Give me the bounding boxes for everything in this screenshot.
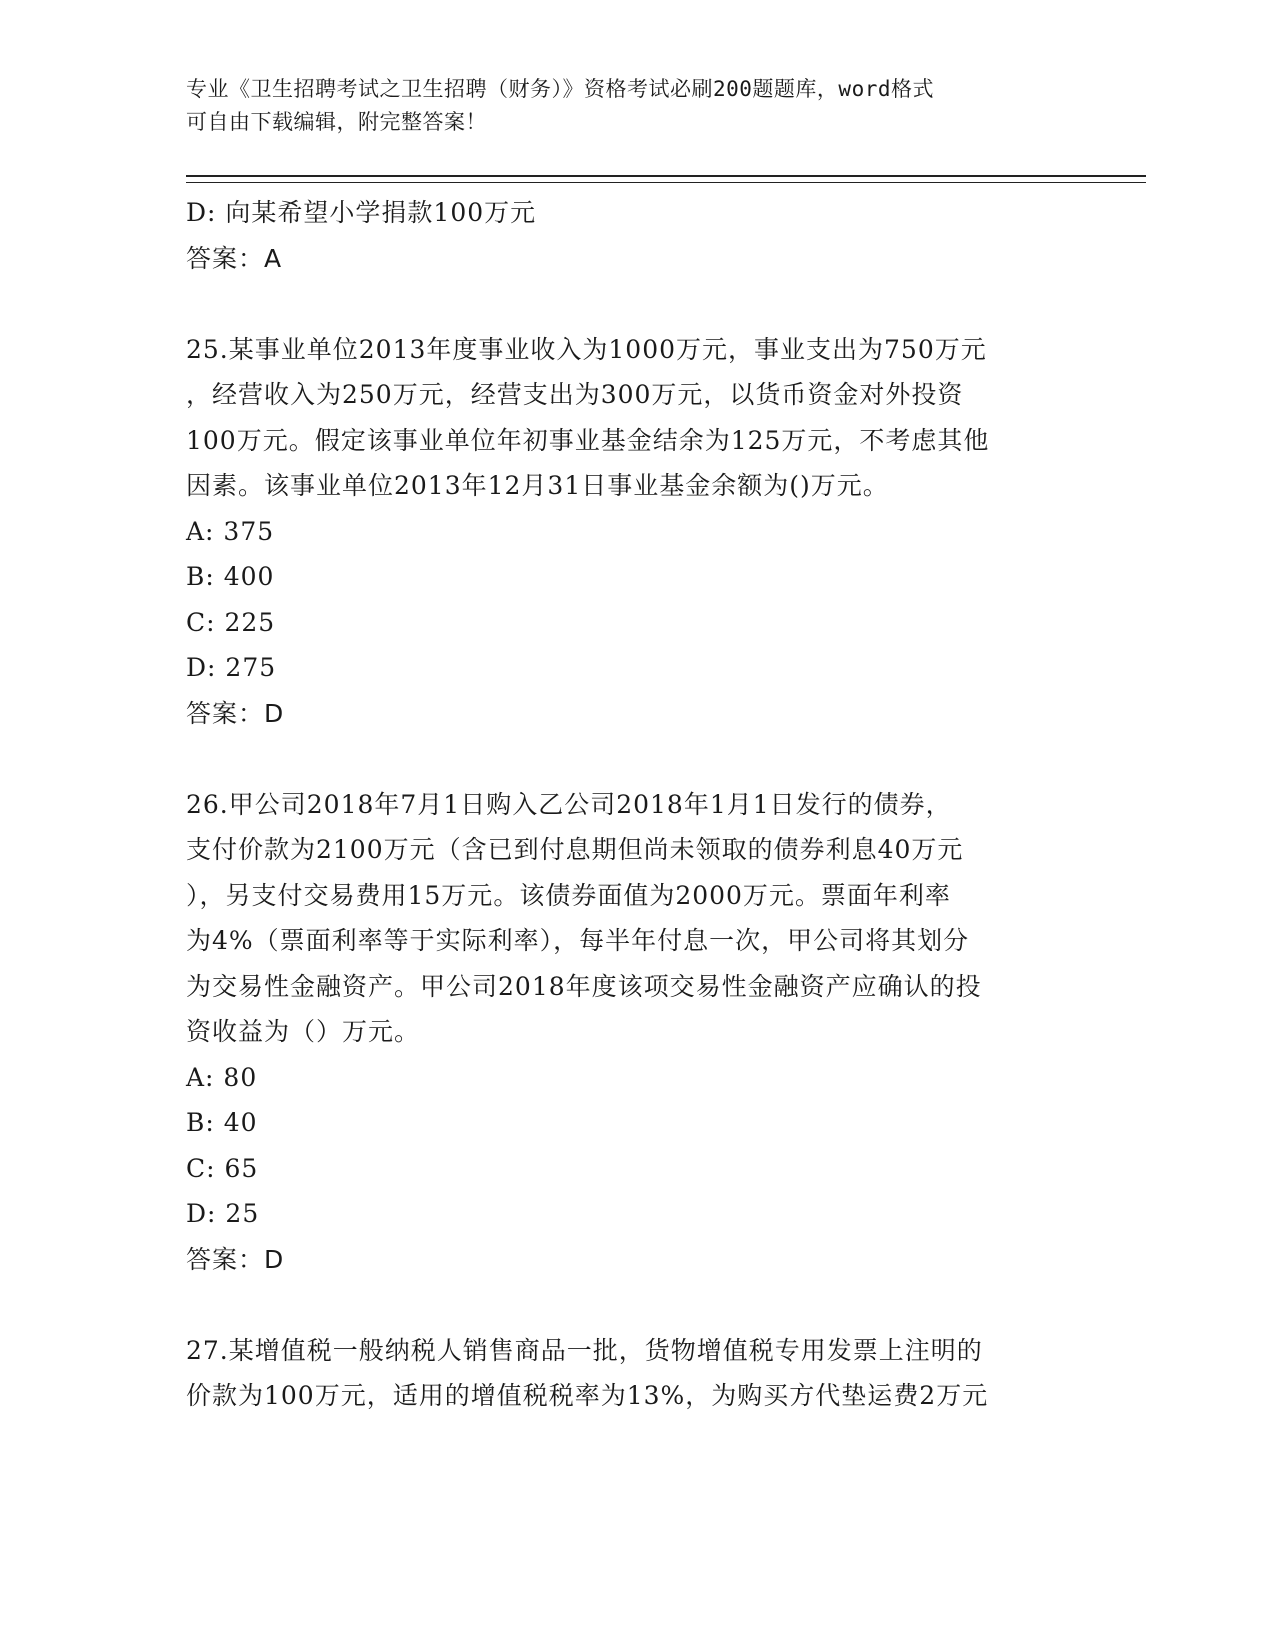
answer-line: 答案：D: [186, 1244, 285, 1274]
answer-line: 答案：D: [186, 698, 285, 728]
question-text-line: ），另支付交易费用15万元。该债券面值为2000万元。票面年利率: [186, 880, 951, 910]
option-c: C: 225: [186, 607, 276, 637]
header-line-1: 专业《卫生招聘考试之卫生招聘（财务）》资格考试必刷200题题库，word格式: [186, 77, 934, 101]
option-d: D: 25: [186, 1199, 260, 1228]
option-b: B: 400: [186, 562, 275, 591]
spacer: [186, 281, 1086, 327]
question-text-line: 因素。该事业单位2013年12月31日事业基金余额为()万元。: [186, 471, 889, 500]
document-body: [186, 190, 1086, 1419]
question-text-line: 26.甲公司2018年7月1日购入乙公司2018年1月1日发行的债券，: [186, 789, 952, 819]
prev-question-tail: [186, 190, 1086, 281]
question-text-line: 为交易性金融资产。甲公司2018年度该项交易性金融资产应确认的投: [186, 971, 982, 1001]
header-divider-thin: [186, 182, 1146, 183]
question-text-line: 为4%（票面利率等于实际利率），每半年付息一次，甲公司将其划分: [186, 926, 970, 955]
spacer: [186, 736, 1086, 782]
option-b: B: 40: [186, 1108, 258, 1137]
answer-line: 答案：A: [186, 243, 283, 273]
question-text-line: 100万元。假定该事业单位年初事业基金结余为125万元，不考虑其他: [186, 425, 990, 455]
option-d: D: 275: [186, 653, 277, 682]
option-a: A: 375: [186, 516, 275, 546]
question-text-line: 价款为100万元，适用的增值税税率为13%，为购买方代垫运费2万元: [186, 1381, 989, 1410]
option-a: A: 80: [186, 1062, 258, 1092]
option-c: C: 65: [186, 1153, 259, 1183]
question-26: [186, 782, 1086, 1283]
header-line-2: 可自由下载编辑，附完整答案！: [186, 110, 487, 134]
question-text-line: 27.某增值税一般纳税人销售商品一批，货物增值税专用发票上注明的: [186, 1335, 983, 1365]
question-text-line: 资收益为（）万元。: [186, 1017, 421, 1046]
question-text-line: 支付价款为2100万元（含已到付息期但尚未领取的债券利息40万元: [186, 835, 964, 864]
question-27: [186, 1328, 1086, 1419]
option-d: D: 向某希望小学捐款100万元: [186, 198, 537, 227]
question-text-line: ，经营收入为250万元，经营支出为300万元，以货币资金对外投资: [186, 380, 964, 409]
question-text-line: 25.某事业单位2013年度事业收入为1000万元，事业支出为750万元: [186, 334, 987, 364]
question-25: [186, 327, 1086, 737]
header-divider-thick: [186, 175, 1146, 177]
document-header: [186, 73, 1066, 139]
spacer: [186, 1282, 1086, 1328]
